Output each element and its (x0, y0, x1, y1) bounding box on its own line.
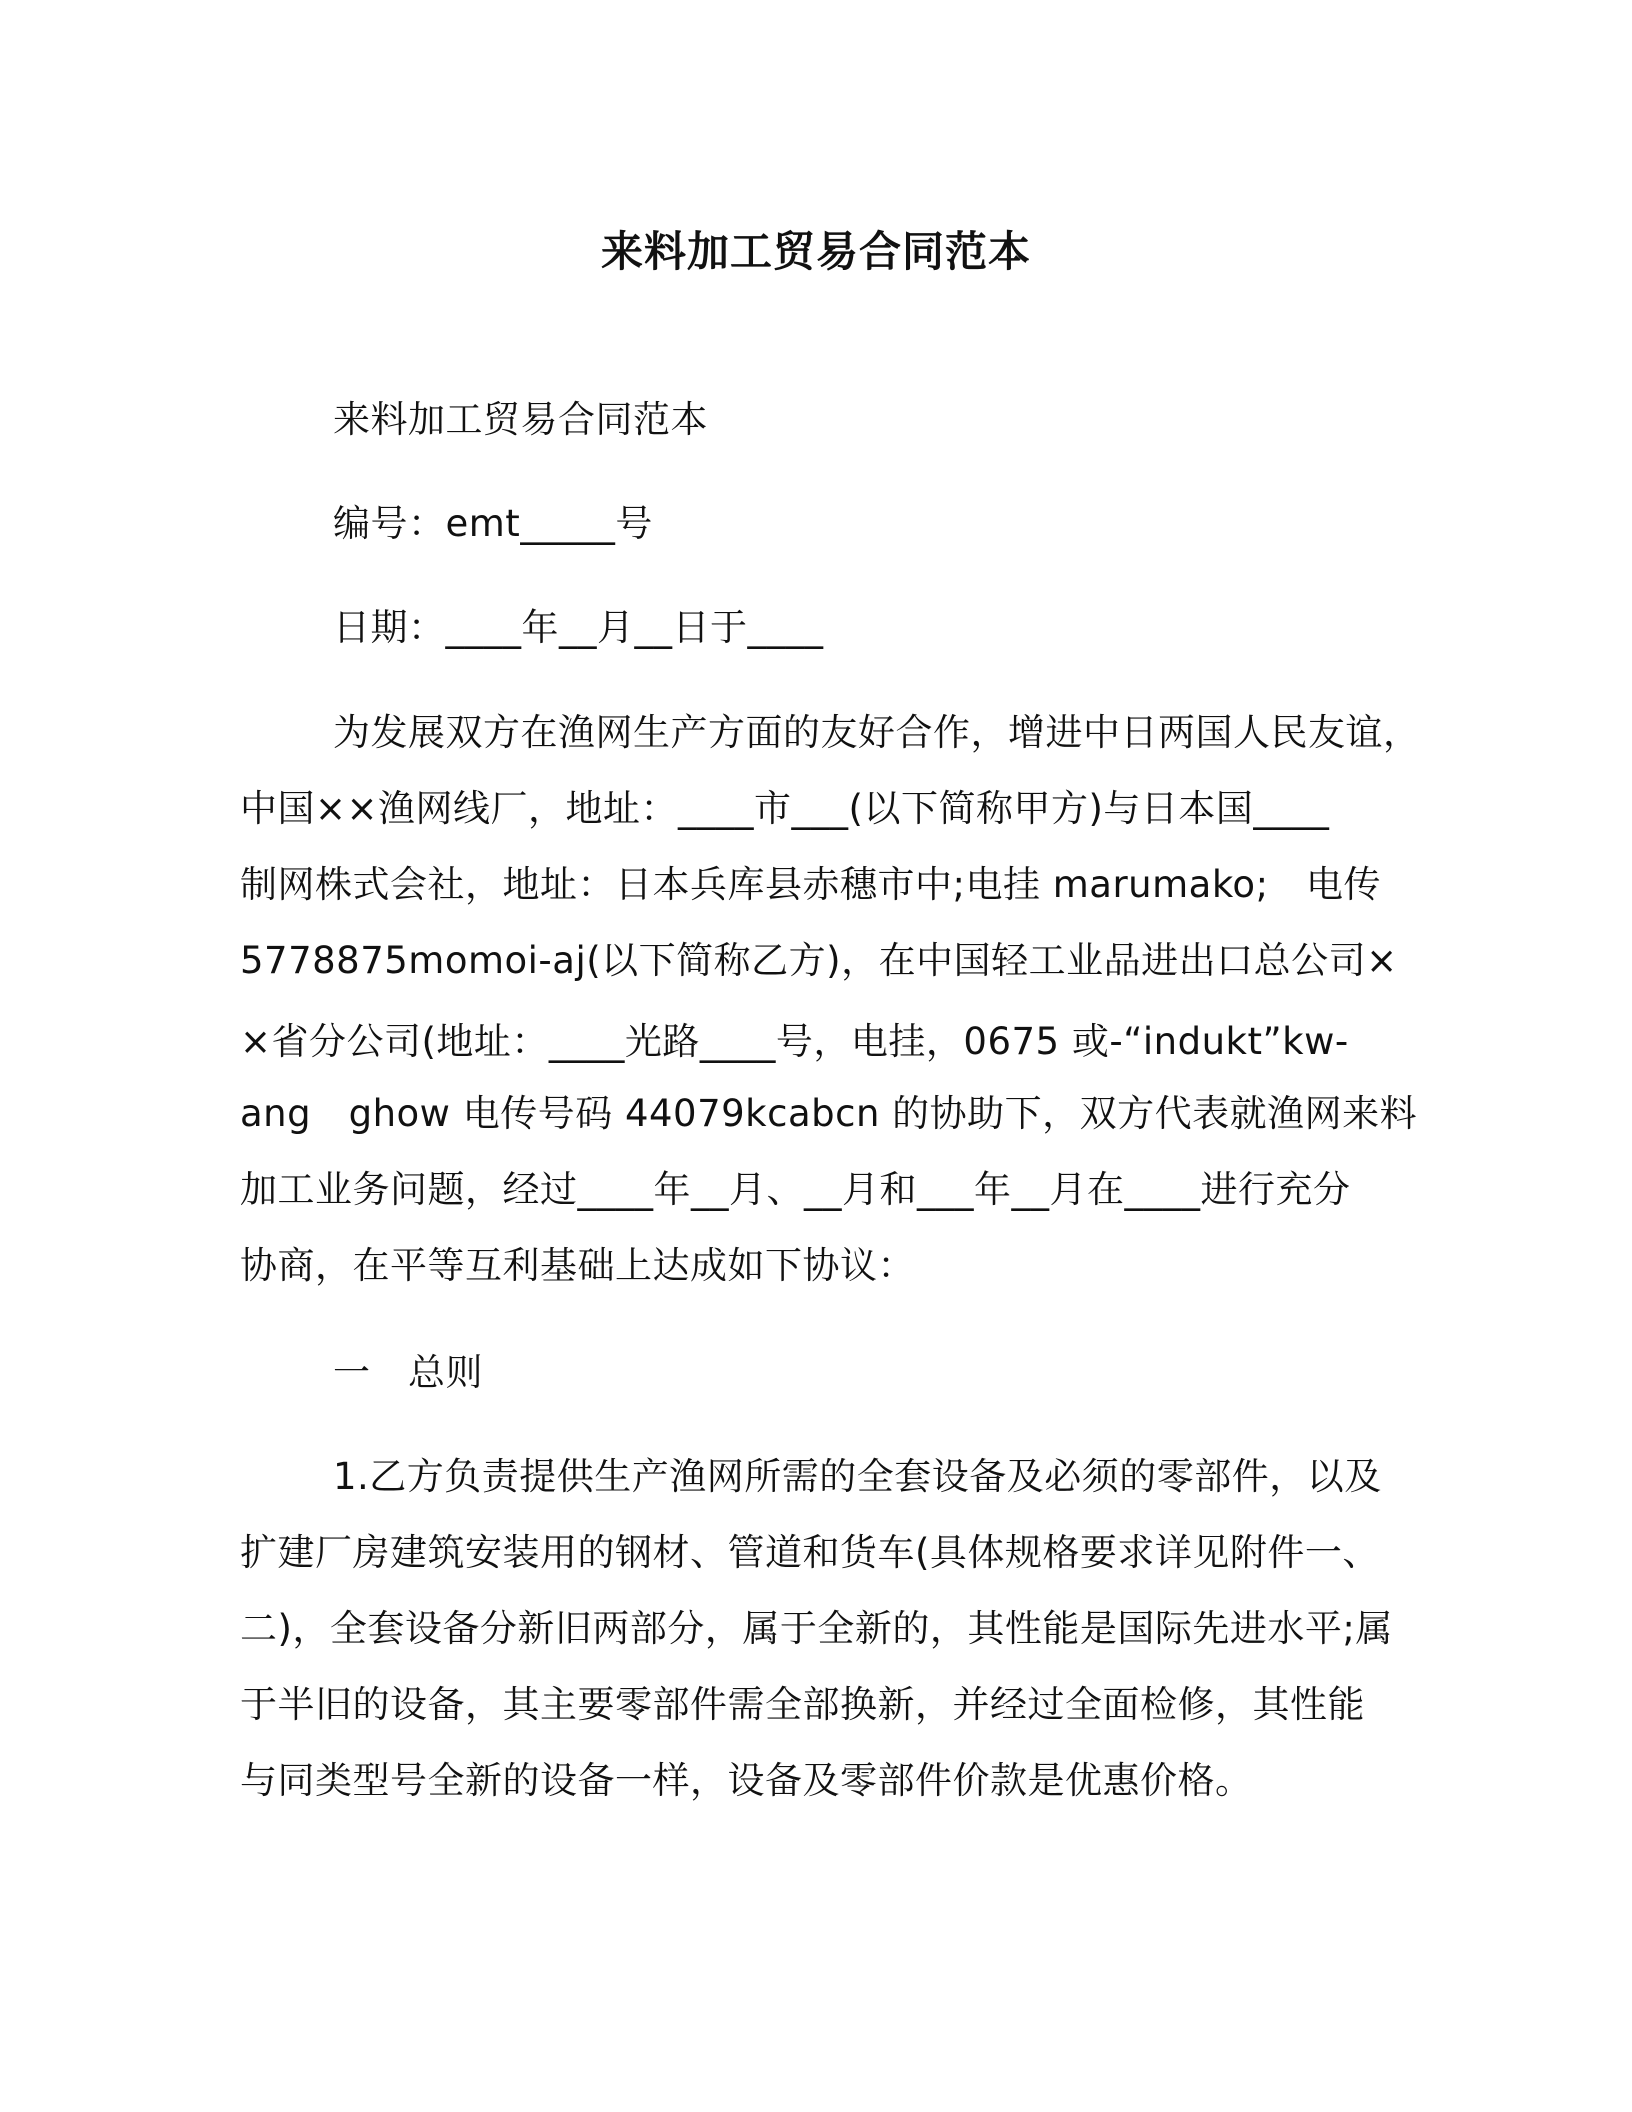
preamble-line: 5778875momoi-aj(以下简称乙方)，在中国轻工业品进出口总公司× (240, 939, 1398, 982)
preamble-line: ang ghow 电传号码 44079kcabcn 的协助下，双方代表就渔网来料 (240, 1092, 1418, 1135)
clause-line: 扩建厂房建筑安装用的钢材、管道和货车(具体规格要求详见附件一、 (240, 1531, 1380, 1574)
preamble-line: ×省分公司(地址：____光路____号，电挂，0675 或-“indukt”kw- (240, 1020, 1349, 1063)
contract-date-line: 日期：____年__月__日于____ (333, 606, 824, 649)
preamble-line: 中国××渔网线厂，地址：____市___(以下简称甲方)与日本国____ (240, 787, 1330, 830)
document-title: 来料加工贸易合同范本 (600, 227, 1031, 276)
clause-line: 1.乙方负责提供生产渔网所需的全套设备及必须的零部件，以及 (333, 1455, 1382, 1498)
preamble-line: 为发展双方在渔网生产方面的友好合作，增进中日两国人民友谊， (333, 711, 1421, 754)
document-subtitle: 来料加工贸易合同范本 (333, 398, 708, 441)
clause-line: 与同类型号全新的设备一样，设备及零部件价款是优惠价格。 (240, 1759, 1253, 1802)
clause-line: 于半旧的设备，其主要零部件需全部换新，并经过全面检修，其性能 (240, 1683, 1365, 1726)
preamble-line: 制网株式会社，地址：日本兵库县赤穗市中;电挂 marumako; 电传 (240, 863, 1382, 906)
section-heading: 一 总则 (333, 1351, 483, 1394)
preamble-line: 协商，在平等互利基础上达成如下协议： (240, 1244, 915, 1287)
clause-line: 二)，全套设备分新旧两部分，属于全新的，其性能是国际先进水平;属 (240, 1607, 1393, 1650)
preamble-line: 加工业务问题，经过____年__月、__月和___年__月在____进行充分 (240, 1168, 1351, 1211)
contract-number-line: 编号：emt_____号 (333, 502, 653, 545)
